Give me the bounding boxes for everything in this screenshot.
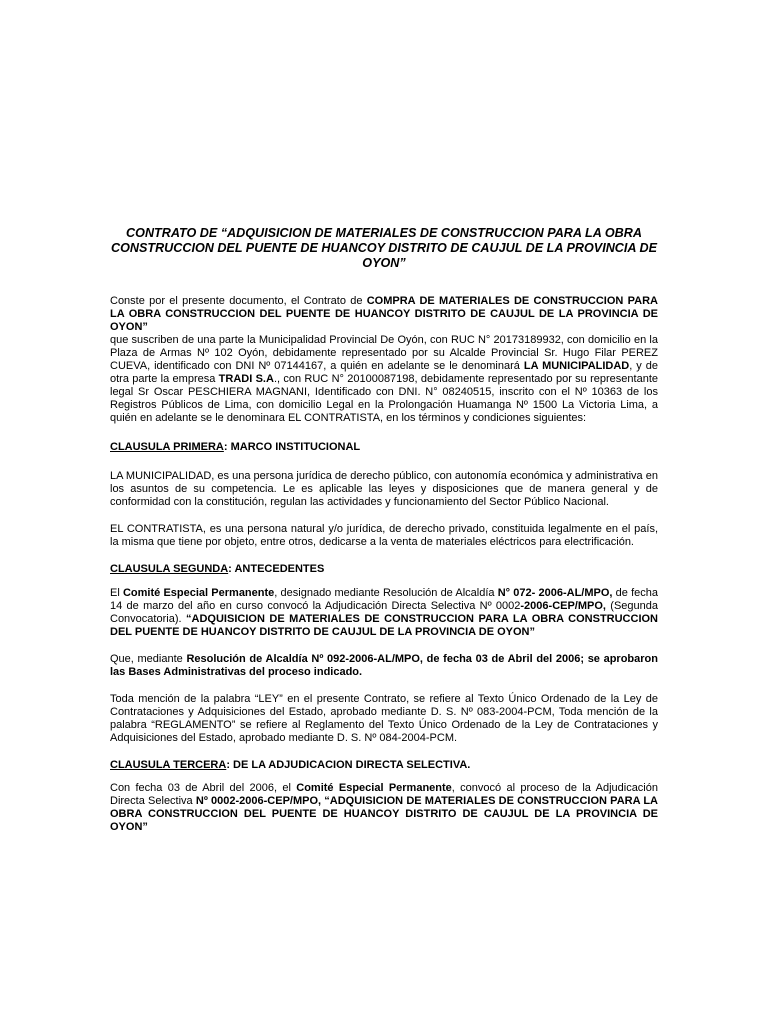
document-title: CONTRATO DE “ADQUISICION DE MATERIALES DE CONSTRUCCION PARA LA OBRA CONSTRUCCION DEL PUENTE DE HUANCOY DISTRITO DE CAUJUL DE LA PROVINCIA DE OYON” [110, 226, 657, 270]
clause-2-p2-text: Que, mediante [110, 653, 187, 665]
clause-2-text-3: de fecha 14 de marzo del año en curso convocó la Adjudicación Directa Selectiva Nº 0002 [110, 587, 658, 612]
clause-2-paragraph-1 [110, 587, 658, 639]
intro-text-3: , y de otra parte la empresa [110, 360, 659, 385]
clause-1-heading [110, 441, 658, 454]
intro-bold-2: LA MUNICIPALIDAD [523, 360, 630, 372]
clause-3-label: CLAUSULA TERCERA [110, 759, 227, 771]
clause-3-paragraph-1 [110, 782, 658, 834]
intro-text-4: ., con RUC N° 20100087198, debidamente representado por su representante legal Sr Oscar PESCHIERA MAGNANI, Identificado con DNI. N° 08240515, inscrito con el Nº 10363 de los Registros Públicos de Lima, con domicilio Legal en la Prolongación Huamanga Nº 1500 La Victoria Lima, a quién en adelante se le denominara EL CONTRATISTA, en los términos y condiciones siguientes: [110, 373, 659, 424]
clause-1-paragraph-2: EL CONTRATISTA, es una persona natural y/o jurídica, de derecho privado, constituida legalmente en el país, la misma que tiene por objeto, entre otros, dedicarse a la venta de materiales eléctricos para electrificación. [110, 523, 658, 548]
intro-bold-3: TRADI S.A [218, 373, 274, 385]
clause-3-text-1: Con fecha 03 de Abril del 2006, el [110, 782, 297, 794]
clause-2-paragraph-2 [110, 653, 658, 679]
intro-paragraph [110, 295, 658, 425]
intro-text-2: que suscriben de una parte la Municipalidad Provincial De Oyón, con RUC N° 20173189932, con domicilio en la Plaza de Armas Nº 102 Oyón, debidamente representado por su Alcalde Provincial Sr. Hugo Filar PEREZ CUEVA, identificado con DNI Nº 07144167, a quién en adelante se le denominará [110, 334, 658, 372]
clause-2-heading [110, 563, 658, 576]
clause-2-bold-3: -2006-CEP/MPO, [520, 600, 606, 612]
clause-2-bold-4: “ADQUISICION DE MATERIALES DE CONSTRUCCION PARA LA OBRA CONSTRUCCION DEL PUENTE DE HUANCOY DISTRITO DE CAUJUL DE LA PROVINCIA DE OYON” [110, 613, 659, 638]
intro-text-1: Conste por el presente documento, el Contrato de [110, 295, 367, 307]
clause-2-bold-1: Comité Especial Permanente [122, 587, 275, 599]
clause-2-paragraph-3: Toda mención de la palabra “LEY” en el presente Contrato, se refiere al Texto Único Ordenado de la Ley de Contrataciones y Adquisiciones del Estado, aprobado mediante D. S. Nº 083-2004-PCM, Toda mención de la palabra “REGLAMENTO” se refiere al Reglamento del Texto Único Ordenado de la Ley de Contrataciones y Adquisiciones del Estado, aprobado mediante D. S. Nº 084-2004-PCM. [110, 693, 658, 744]
clause-3-heading [110, 759, 658, 772]
intro-bold-1: COMPRA DE MATERIALES DE CONSTRUCCION PARA LA OBRA CONSTRUCCION DEL PUENTE DE HUANCOY DISTRITO DE CAUJUL DE LA PROVINCIA DE OYON” [110, 295, 658, 333]
clause-3-text-2: , convocó al proceso de la Adjudicación Directa Selectiva [110, 782, 658, 807]
clause-2-text-2: , designado mediante Resolución de Alcaldía [274, 587, 498, 599]
clause-2-title: : ANTECEDENTES [228, 563, 325, 575]
clause-1-paragraph-1: LA MUNICIPALIDAD, es una persona jurídica de derecho público, con autonomía económica y administrativa en los asuntos de su competencia. Le es aplicable las leyes y disposiciones que de manera general y de conformidad con la constitución, regulan las actividades y funcionamiento del Sector Público Nacional. [110, 470, 658, 508]
clause-3-title: : DE LA ADJUDICACION DIRECTA SELECTIVA. [226, 759, 471, 771]
clause-1-label: CLAUSULA PRIMERA [110, 441, 224, 453]
clause-2-label: CLAUSULA SEGUNDA [110, 563, 229, 575]
clause-1-title: : MARCO INSTITUCIONAL [223, 441, 361, 453]
clause-3-bold-2: Nº 0002-2006-CEP/MPO, “ADQUISICION DE MATERIALES DE CONSTRUCCION PARA LA OBRA CONSTRUCCION DEL PUENTE DE HUANCOY DISTRITO DE CAUJUL DE LA PROVINCIA DE OYON” [110, 795, 658, 833]
clause-2-text-4: (Segunda Convocatoria). [110, 600, 658, 625]
clause-2-bold-2: N° 072- 2006-AL/MPO, [497, 587, 613, 599]
clause-2-text-1: El [110, 587, 123, 599]
clause-2-p2-bold: Resolución de Alcaldía Nº 092-2006-AL/MPO, de fecha 03 de Abril del 2006; se aprobaron las Bases Administrativas del proceso indicado. [110, 653, 658, 678]
clause-3-bold-1: Comité Especial Permanente [296, 782, 452, 794]
